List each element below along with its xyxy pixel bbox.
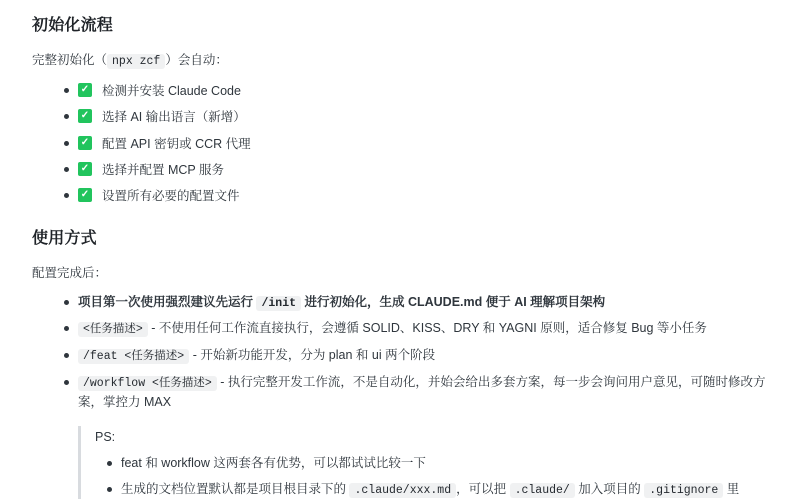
init-section-title: 初始化流程 (32, 17, 114, 34)
init-checklist (32, 82, 768, 205)
ps-label: PS: (95, 430, 116, 445)
list-bullet (64, 88, 69, 93)
inline-code: .gitignore (644, 483, 723, 498)
list-bullet (64, 114, 69, 119)
list-item (121, 480, 768, 499)
list-item (78, 319, 768, 339)
list-bullet (64, 380, 69, 385)
inline-code: /workflow <任务描述> (78, 376, 217, 391)
list-item-label: 设置所有必要的配置文件 (102, 188, 240, 203)
init-intro-code: npx zcf (107, 54, 165, 69)
list-item-text: 加入项目的 (574, 482, 645, 496)
list-item (78, 161, 768, 179)
list-bullet (64, 167, 69, 172)
usage-list (32, 293, 768, 413)
init-section-intro (32, 51, 768, 70)
usage-section-title: 使用方式 (32, 229, 97, 247)
inline-code: .claude/xxx.md (349, 483, 456, 498)
list-item-text: - 开始新功能开发，分为 plan 和 ui 两个阶段 (189, 348, 436, 363)
list-item-label: 选择并配置 MCP 服务 (102, 162, 224, 177)
list-bullet (64, 300, 69, 305)
list-bullet (64, 141, 69, 146)
check-icon: ✓ (78, 83, 92, 97)
init-intro-before: 完整初始化（ (32, 53, 108, 67)
usage-section-intro: 配置完成后： (32, 265, 108, 280)
list-item-label: 检测并安装 Claude Code (102, 84, 241, 99)
list-item (78, 373, 768, 412)
inline-code: /feat <任务描述> (78, 349, 189, 364)
list-item (78, 135, 768, 153)
list-bullet (64, 353, 69, 358)
list-item (121, 454, 768, 473)
check-icon: ✓ (78, 188, 92, 202)
list-item-label: 配置 API 密钥或 CCR 代理 (102, 136, 251, 151)
check-icon: ✓ (78, 162, 92, 176)
list-bullet (64, 326, 69, 331)
check-icon: ✓ (78, 109, 92, 123)
list-item-text: 进行初始化，生成 CLAUDE.md 便于 AI 理解项目架构 (301, 294, 606, 309)
list-item-text: 生成的文档位置默认都是项目根目录下的 (121, 482, 350, 496)
list-item-text: ，可以把 (456, 482, 510, 496)
inline-code: .claude/ (510, 483, 575, 498)
check-icon: ✓ (78, 136, 92, 150)
list-item (78, 187, 768, 205)
list-bullet (107, 487, 112, 492)
list-item (78, 108, 768, 126)
inline-code: /init (256, 296, 301, 311)
list-item (78, 293, 768, 313)
list-bullet (64, 193, 69, 198)
list-item-label: 选择 AI 输出语言（新增） (102, 110, 246, 125)
list-item-text: - 不使用任何工作流直接执行，会遵循 SOLID、KISS、DRY 和 YAGNI 原则，适合修复 Bug 等小任务 (147, 321, 707, 336)
ps-block (78, 426, 768, 499)
list-item-text: 里 (723, 482, 740, 496)
list-item-text: - 执行完整开发工作流，不是自动化，并始会给出多套方案，每一步会询问用户意见，可随时修改方案，掌控力 MAX (78, 375, 766, 409)
init-intro-after: ）会自动： (165, 53, 228, 67)
list-item-text: feat 和 workflow 这两套各有优势，可以都试试比较一下 (121, 456, 426, 471)
list-item (78, 82, 768, 100)
inline-code: <任务描述> (78, 322, 148, 337)
ps-list (95, 454, 768, 499)
list-bullet (107, 461, 112, 466)
list-item (78, 346, 768, 366)
list-item-text: 项目第一次使用强烈建议先运行 (78, 294, 257, 309)
